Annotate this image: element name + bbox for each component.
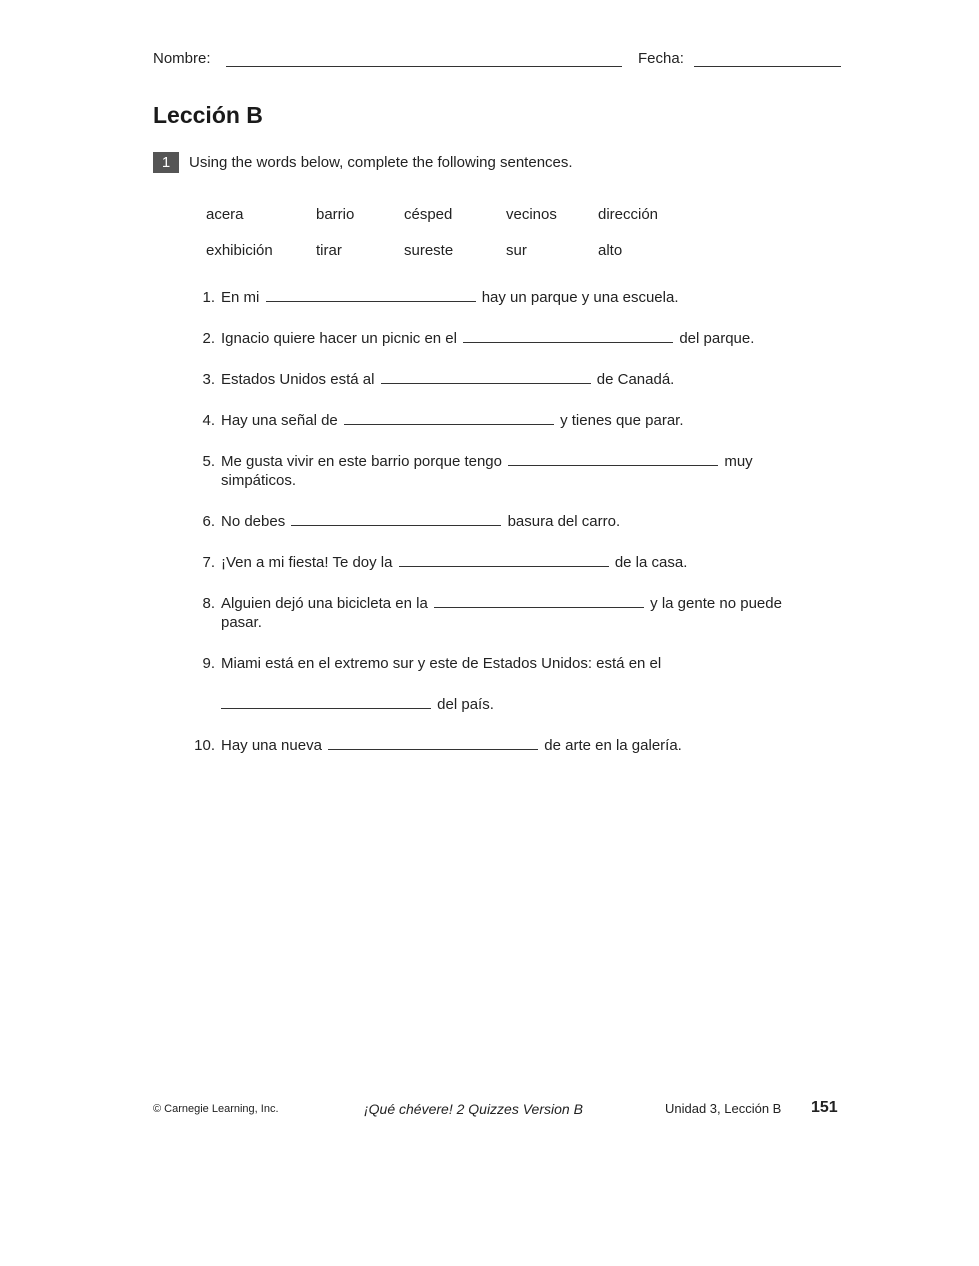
answer-blank[interactable]	[291, 512, 501, 526]
instruction	[153, 152, 573, 173]
name-label: Nombre:	[153, 50, 211, 67]
word-bank-item: acera	[206, 206, 244, 223]
list-item	[190, 654, 810, 714]
sentence-start: Estados Unidos está al	[221, 371, 375, 388]
answer-blank[interactable]	[434, 594, 644, 608]
date-label: Fecha:	[638, 50, 684, 67]
item-number: 2.	[202, 330, 215, 347]
sentence-start: Hay una nueva	[221, 737, 322, 754]
sentence-end: de Canadá.	[596, 371, 675, 388]
item-number: 9.	[202, 655, 215, 672]
sentence-start: En mi	[221, 289, 260, 306]
list-item	[190, 594, 810, 632]
instruction-text: Using the words below, complete the following sentences.	[189, 154, 573, 171]
word-bank-item: tirar	[316, 242, 342, 259]
book-title: ¡Qué chévere! 2 Quizzes Version B	[364, 1101, 583, 1117]
sentence-start: No debes	[221, 513, 286, 530]
word-bank-item: vecinos	[506, 206, 557, 223]
footer	[153, 1097, 841, 1119]
answer-blank[interactable]	[508, 452, 718, 466]
item-number: 3.	[202, 371, 215, 388]
item-number: 1.	[202, 289, 215, 306]
sentence-start: Alguien dejó una bicicleta en la	[221, 595, 428, 612]
answer-blank[interactable]	[381, 370, 591, 384]
answer-blank[interactable]	[266, 288, 476, 302]
answer-blank[interactable]	[463, 329, 673, 343]
name-field[interactable]	[226, 66, 622, 67]
list-item	[190, 411, 810, 430]
word-bank-item: alto	[598, 242, 623, 259]
answer-blank[interactable]	[344, 411, 554, 425]
word-bank-item: dirección	[598, 206, 659, 223]
sentence-end: del país.	[437, 696, 494, 713]
list-item	[190, 736, 810, 755]
list-item	[190, 553, 810, 572]
list-item	[190, 512, 810, 531]
sentence-start: Hay una señal de	[221, 412, 338, 429]
date-field[interactable]	[694, 66, 841, 67]
item-number: 6.	[202, 513, 215, 530]
word-bank-item: barrio	[316, 206, 355, 223]
sentence-start: Ignacio quiere hacer un picnic en el	[221, 330, 457, 347]
word-bank-item: césped	[404, 206, 453, 223]
item-number: 10.	[194, 737, 215, 754]
item-number: 8.	[202, 595, 215, 612]
list-item	[190, 329, 810, 348]
word-bank-item: sureste	[404, 242, 454, 259]
sentence-end: del parque.	[679, 330, 755, 347]
list-item	[190, 288, 810, 307]
sentence-start: Miami está en el extremo sur y este de Estados Unidos: está en el	[221, 655, 662, 672]
exercise-number-badge: 1	[153, 152, 179, 173]
answer-blank[interactable]	[328, 736, 538, 750]
answer-blank[interactable]	[399, 553, 609, 567]
sentence-start: Me gusta vivir en este barrio porque tengo	[221, 453, 502, 470]
sentence-end: hay un parque y una escuela.	[481, 289, 679, 306]
sentence-end: de la casa.	[614, 554, 688, 571]
copyright: © Carnegie Learning, Inc.	[153, 1103, 279, 1115]
sentence-list	[190, 288, 810, 777]
sentence-end: y la gente no puede pasar.	[221, 595, 782, 631]
sentence-end: de arte en la galería.	[544, 737, 682, 754]
sentence-end: y tienes que parar.	[560, 412, 684, 429]
sentence-end: basura del carro.	[507, 513, 621, 530]
word-bank-item: exhibición	[206, 242, 273, 259]
sentence-start: ¡Ven a mi fiesta! Te doy la	[221, 554, 393, 571]
item-number: 7.	[202, 554, 215, 571]
item-number: 5.	[202, 453, 215, 470]
page-number: 151	[811, 1099, 838, 1116]
list-item	[190, 370, 810, 389]
sentence-end: muy simpáticos.	[221, 453, 753, 489]
list-item	[190, 452, 810, 490]
item-number: 4.	[202, 412, 215, 429]
page-title: Lección B	[153, 102, 263, 128]
unit-label: Unidad 3, Lección B	[665, 1101, 782, 1116]
answer-blank[interactable]	[221, 695, 431, 709]
word-bank-item: sur	[506, 242, 527, 259]
